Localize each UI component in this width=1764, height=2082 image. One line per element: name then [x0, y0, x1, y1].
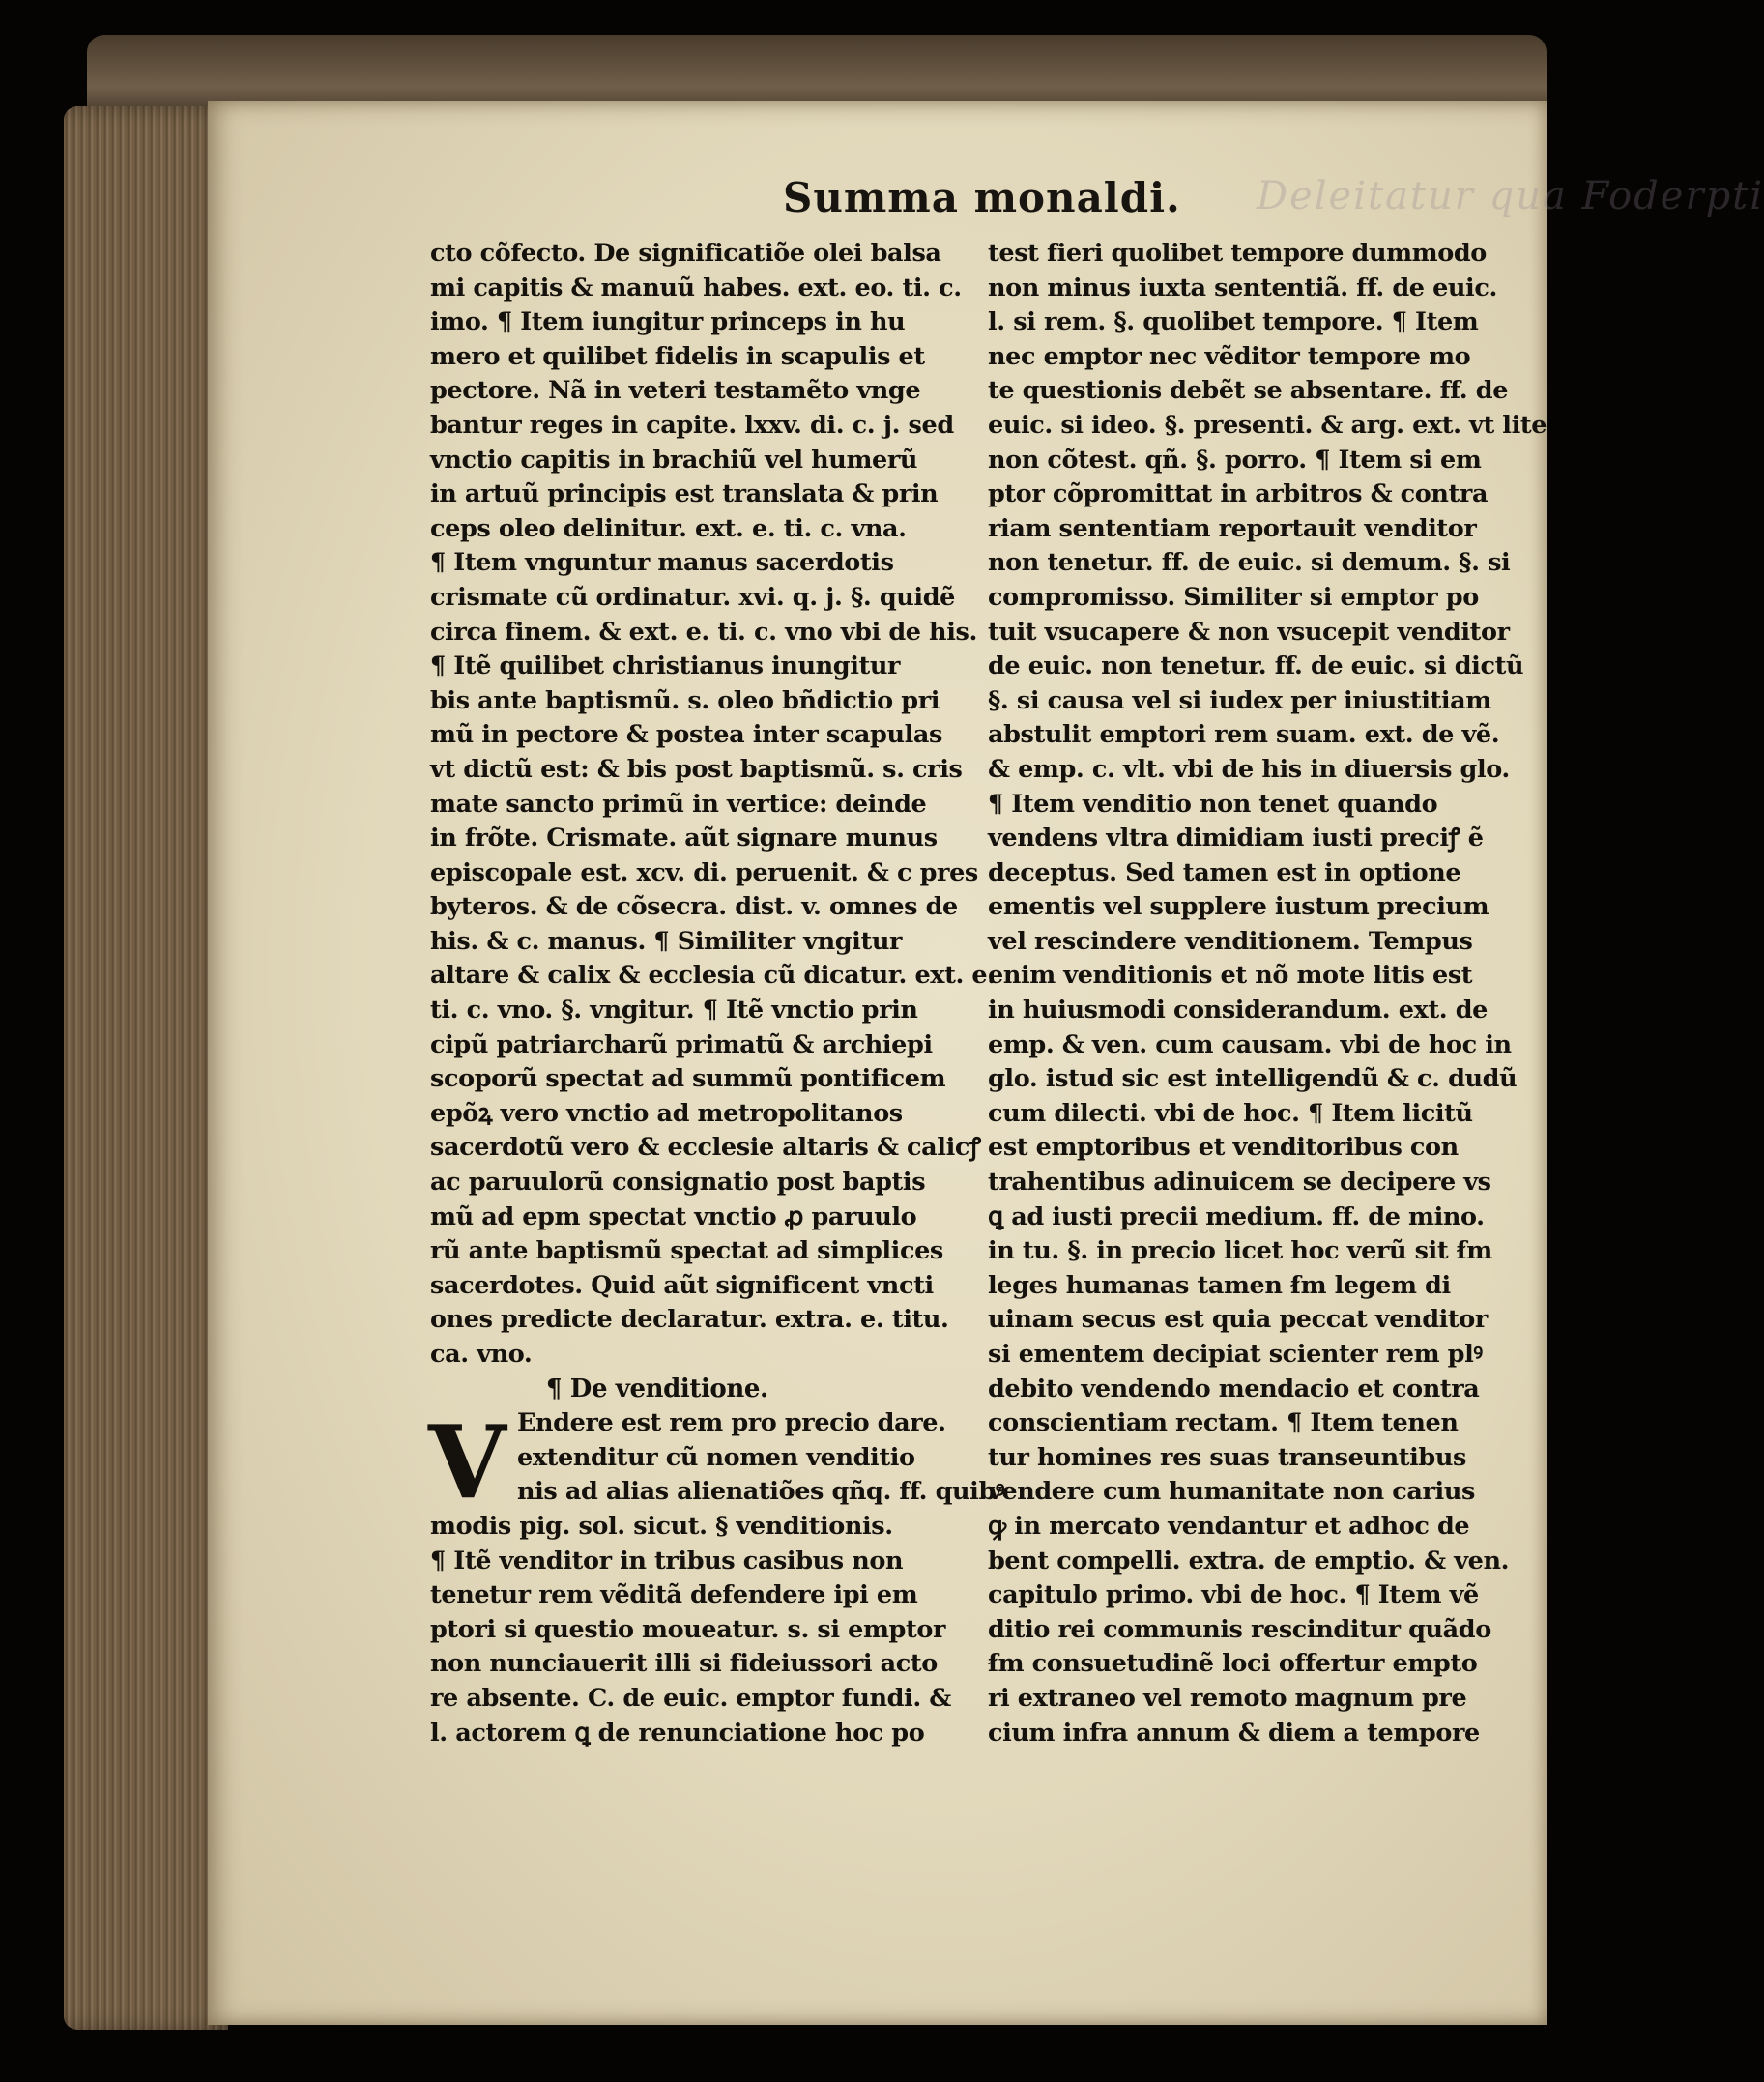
- text-line: cium infra annum & diem a tempore: [988, 1718, 1480, 1748]
- text-line: cipũ patriarcharũ primatũ & archiepi: [430, 1029, 933, 1059]
- text-line: altare & calix & ecclesia cũ dicatur. ext. e.: [430, 961, 996, 991]
- text-line: mi capitis & manuũ habes. ext. eo. ti. c.: [430, 273, 962, 303]
- text-line: ca. vno.: [430, 1340, 533, 1369]
- text-line: ¶ Item vnguntur manus sacerdotis: [430, 548, 894, 578]
- text-line: extenditur cũ nomen venditio: [517, 1442, 915, 1472]
- text-line: vendere cum humanitate non carius: [988, 1477, 1475, 1507]
- text-line: test fieri quolibet tempore dummodo: [988, 239, 1487, 268]
- text-line: ditio rei communis rescinditur quãdo: [988, 1614, 1491, 1644]
- text-line: pectore. Nã in veteri testamẽto vnge: [430, 376, 921, 406]
- text-line: tur homines res suas transeuntibus: [988, 1442, 1466, 1472]
- text-line: circa finem. & ext. e. ti. c. vno vbi de his.: [430, 617, 977, 647]
- text-line: crismate cũ ordinatur. xvi. q. j. §. quidẽ: [430, 582, 955, 612]
- text-line: & emp. c. vlt. vbi de his in diuersis glo.: [988, 754, 1510, 784]
- text-line: bantur reges in capite. lxxv. di. c. j. sed: [430, 410, 954, 440]
- text-line: vt dictũ est: & bis post baptismũ. s. cris: [430, 754, 963, 784]
- text-line: abstulit emptori rem suam. ext. de vẽ.: [988, 720, 1500, 750]
- text-line: ¶ Item venditio non tenet quando: [988, 789, 1438, 819]
- text-line: ¶ Itẽ venditor in tribus casibus non: [430, 1546, 904, 1576]
- text-line: non tenetur. ff. de euic. si demum. §. si: [988, 548, 1511, 578]
- text-line: ementis vel supplere iustum precium: [988, 892, 1489, 922]
- running-head: Summa monaldi.: [783, 174, 1181, 221]
- dropcap-paragraph: [428, 1402, 1005, 1750]
- text-line: glo. istud sic est intelligendũ & c. dudũ: [988, 1064, 1518, 1094]
- book-fore-edge: [64, 106, 228, 2030]
- text-line: vnctio capitis in brachiũ vel humerũ: [430, 445, 918, 475]
- text-line: tuit vsucapere & non vsucepit venditor: [988, 617, 1510, 647]
- text-line: ac paruulorũ consignatio post baptis: [430, 1168, 926, 1198]
- text-line: deceptus. Sed tamen est in optione: [988, 857, 1461, 887]
- text-line: in frõte. Crismate. aũt signare munus: [430, 824, 938, 853]
- text-line: ptor cõpromittat in arbitros & contra: [988, 479, 1489, 509]
- text-line: ꝙ in mercato vendantur et adhoc de: [988, 1511, 1470, 1541]
- text-line: euic. si ideo. §. presenti. & arg. ext. vt lite: [988, 410, 1547, 440]
- text-line: tenetur rem vẽditã defendere ipi em: [430, 1580, 918, 1610]
- text-line: §. si causa vel si iudex per iniustitiam: [988, 685, 1491, 715]
- text-line: capitulo primo. vbi de hoc. ¶ Item vẽ: [988, 1580, 1479, 1610]
- text-line: mero et quilibet fidelis in scapulis et: [430, 341, 925, 371]
- text-line: ẜm consuetudinẽ loci offertur empto: [988, 1649, 1478, 1679]
- text-line: imo. ¶ Item iungitur princeps in hu: [430, 307, 906, 337]
- text-line: bis ante baptismũ. s. oleo bñdictio pri: [430, 685, 940, 715]
- text-line: sacerdotũ vero & ecclesie altaris & calicꝭ: [430, 1133, 981, 1163]
- text-line: est emptoribus et venditoribus con: [988, 1133, 1459, 1163]
- text-line: modis pig. sol. sicut. § venditionis.: [430, 1511, 893, 1541]
- text-line: ¶ Itẽ quilibet christianus inungitur: [430, 651, 901, 681]
- text-line: enim venditionis et nõ mote litis est: [988, 961, 1473, 991]
- text-line: non minus iuxta sententiã. ff. de euic.: [988, 273, 1497, 303]
- text-line: trahentibus adinuicem se decipere vs: [988, 1168, 1491, 1198]
- text-line: in tu. §. in precio licet hoc verũ sit ẜm: [988, 1236, 1492, 1266]
- left-text-column: [428, 237, 1005, 1750]
- text-line: ceps oleo delinitur. ext. e. ti. c. vna.: [430, 513, 907, 543]
- text-line: compromisso. Similiter si emptor po: [988, 582, 1479, 612]
- text-line: Endere est rem pro precio dare.: [517, 1408, 946, 1438]
- text-line: nis ad alias alienatiões qñq. ff. quibꝰ: [517, 1477, 1005, 1507]
- right-text-column: [988, 237, 1547, 1750]
- text-line: debito vendendo mendacio et contra: [988, 1374, 1480, 1403]
- text-line: byteros. & de cõsecra. dist. v. omnes de: [430, 892, 958, 922]
- text-line: non nunciauerit illi si fideiussori acto: [430, 1649, 938, 1679]
- text-line: si ementem decipiat scienter rem plꝰ: [988, 1340, 1483, 1369]
- text-line: mũ in pectore & postea inter scapulas: [430, 720, 942, 750]
- text-line: ptori si questio moueatur. s. si emptor: [430, 1614, 945, 1644]
- initial-letter: V: [428, 1402, 506, 1522]
- section-heading: ¶ De venditione.: [546, 1374, 768, 1403]
- text-line: his. & c. manus. ¶ Similiter vngitur: [430, 926, 903, 956]
- text-line: ti. c. vno. §. vngitur. ¶ Itẽ vnctio prin: [430, 996, 918, 1026]
- text-line: mate sancto primũ in vertice: deinde: [430, 789, 927, 819]
- text-line: ones predicte declaratur. extra. e. titu.: [430, 1305, 949, 1335]
- text-line: conscientiam rectam. ¶ Item tenen: [988, 1408, 1459, 1438]
- text-line: te questionis debẽt se absentare. ff. de: [988, 376, 1509, 406]
- text-line: ri extraneo vel remoto magnum pre: [988, 1683, 1467, 1713]
- text-line: bent compelli. extra. de emptio. & ven.: [988, 1546, 1510, 1576]
- text-line: in artuũ principis est translata & prin: [430, 479, 939, 509]
- text-line: l. actorem ꝗ de renunciatione hoc po: [430, 1718, 925, 1748]
- text-line: rũ ante baptismũ spectat ad simplices: [430, 1236, 943, 1266]
- text-line: in huiusmodi considerandum. ext. de: [988, 996, 1488, 1026]
- text-line: leges humanas tamen ẜm legem di: [988, 1270, 1451, 1300]
- text-line: vendens vltra dimidiam iusti preciꝭ ẽ: [988, 824, 1484, 853]
- text-line: riam sententiam reportauit venditor: [988, 513, 1477, 543]
- text-line: ꝗ ad iusti precii medium. ff. de mino.: [988, 1201, 1485, 1231]
- text-line: vel rescindere venditionem. Tempus: [988, 926, 1473, 956]
- text-line: nec emptor nec vẽditor tempore mo: [988, 341, 1471, 371]
- text-line: mũ ad epm spectat vnctio ꝓ paruulo: [430, 1201, 917, 1231]
- text-line: cto cõfecto. De significatiõe olei balsa: [430, 239, 941, 268]
- text-line: uinam secus est quia peccat venditor: [988, 1305, 1488, 1335]
- text-line: emp. & ven. cum causam. vbi de hoc in: [988, 1029, 1512, 1059]
- text-line: de euic. non tenetur. ff. de euic. si dictũ: [988, 651, 1524, 681]
- text-line: non cõtest. qñ. §. porro. ¶ Item si em: [988, 445, 1482, 475]
- text-line: sacerdotes. Quid aũt significent vncti: [430, 1270, 934, 1300]
- text-line: cum dilecti. vbi de hoc. ¶ Item licitũ: [988, 1098, 1473, 1128]
- text-line: epõꝝ vero vnctio ad metropolitanos: [430, 1098, 903, 1128]
- show-through-heading: Deleitatur qua Foderpti: [1257, 174, 1764, 218]
- text-line: l. si rem. §. quolibet tempore. ¶ Item: [988, 307, 1479, 337]
- text-line: scoporũ spectat ad summũ pontificem: [430, 1064, 946, 1094]
- text-line: re absente. C. de euic. emptor fundi. &: [430, 1683, 951, 1713]
- text-line: episcopale est. xcv. di. peruenit. & c pres: [430, 857, 978, 887]
